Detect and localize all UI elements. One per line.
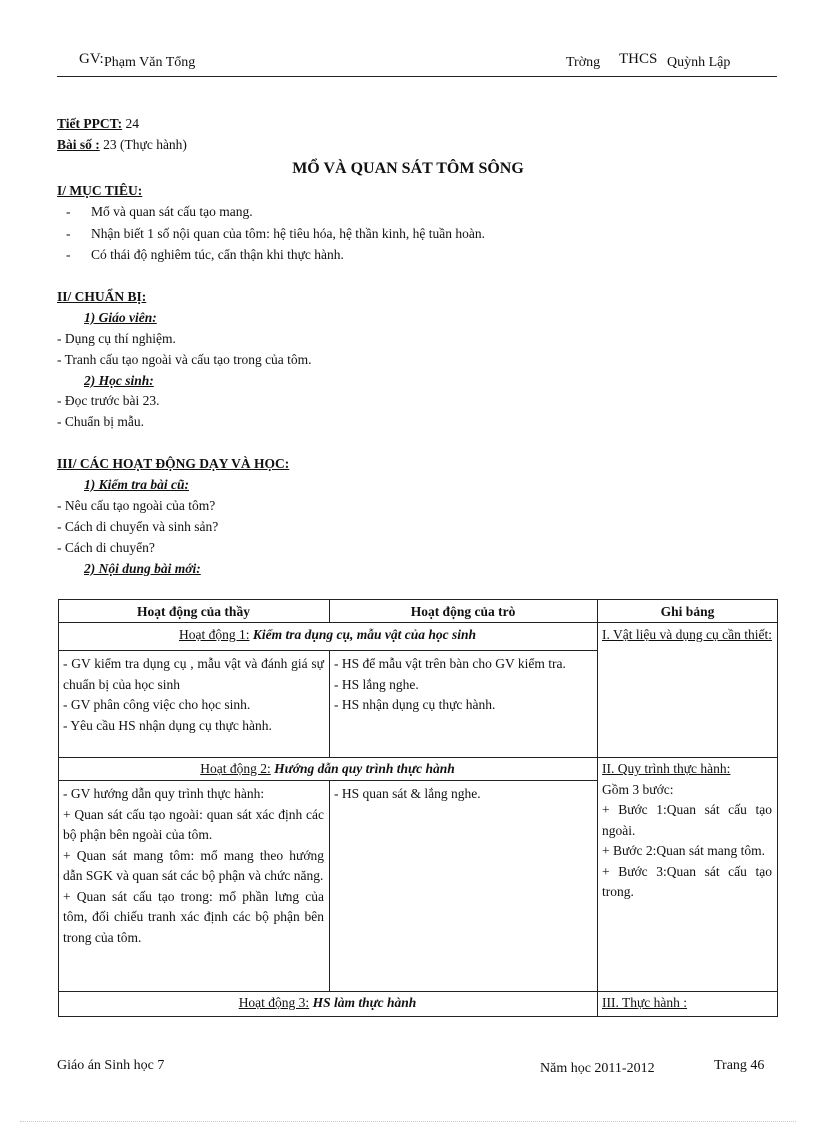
- period-label: Tiết PPCT:: [57, 116, 123, 131]
- student-prep-1: - Đọc trước bài 23.: [57, 393, 160, 408]
- activity2-teacher: [63, 784, 324, 948]
- period-value: 24: [125, 116, 139, 131]
- lesson-value: 23 (Thực hành): [103, 137, 187, 152]
- footer-middle: Năm học 2011-2012: [540, 1061, 655, 1076]
- school-name: Quỳnh Lập: [667, 55, 731, 70]
- objective-3: Có thái độ nghiêm túc, cẩn thận khi thực hành.: [91, 247, 344, 262]
- row-separator: [58, 650, 597, 651]
- lesson-line: [57, 137, 187, 153]
- activity1-student-line: - HS để mẫu vật trên bàn cho GV kiểm tra.: [334, 656, 566, 671]
- col-separator: [329, 650, 330, 757]
- new-lesson-heading-text: 2) Nội dung bài mới:: [84, 561, 201, 576]
- bullet-dash: -: [66, 204, 71, 219]
- activity3-header: [58, 993, 597, 1014]
- activity2-teacher-line: + Quan sát cấu tạo trong: mổ phần lưng của tôm, đối chiếu tranh xác định các bộ phận bên trong của tôm.: [63, 888, 324, 945]
- header-student: Hoạt động của trò: [410, 604, 516, 619]
- activity2-header: [58, 759, 597, 780]
- board-2-heading: II. Quy trình thực hành:: [602, 761, 731, 776]
- bullet-dash: -: [66, 247, 71, 262]
- activity1-student-line: - HS lắng nghe.: [334, 676, 419, 692]
- check-question-2: - Cách di chuyển và sinh sản?: [57, 519, 219, 534]
- activity2-teacher-line: + Quan sát mang tôm: mổ mang theo hướng dẫn SGK và quan sát các bộ phận và chức năng.: [63, 847, 324, 883]
- teacher-prep-2: - Tranh cấu tạo ngoài và cấu tạo trong của tôm.: [57, 352, 312, 367]
- teacher-prep-1: - Dụng cụ thí nghiệm.: [57, 331, 176, 346]
- activity1-student: [334, 654, 592, 716]
- lesson-label: Bài số :: [57, 137, 100, 152]
- activity2-student: - HS quan sát & lắng nghe.: [334, 786, 481, 801]
- page-title: MỔ VÀ QUAN SÁT TÔM SÔNG: [292, 160, 524, 177]
- board-2-line: + Bước 2:Quan sát mang tôm.: [602, 843, 766, 858]
- activity2-label: Hoạt động 2:: [200, 761, 271, 776]
- board-2-line: + Bước 3:Quan sát cấu tạo trong.: [602, 863, 772, 899]
- check-question-1: - Nêu cấu tạo ngoài của tôm?: [57, 498, 216, 513]
- footer-right: Trang 46: [714, 1058, 765, 1073]
- row-separator: [58, 757, 778, 758]
- board-2: [602, 759, 772, 903]
- row-separator: [58, 780, 597, 781]
- teacher-name: Phạm Văn Tổng: [104, 55, 196, 70]
- check-heading: [84, 477, 189, 493]
- section3-heading: III/ CÁC HOẠT ĐỘNG DẠY VÀ HỌC:: [57, 456, 290, 471]
- activity2-teacher-line: - GV hướng dẫn quy trình thực hành:: [63, 786, 265, 801]
- bullet-dash: -: [66, 226, 71, 241]
- activity3-label: Hoạt động 3:: [238, 995, 310, 1010]
- header-teacher: Hoạt động của thầy: [137, 604, 250, 619]
- objective-1: Mổ và quan sát cấu tạo mang.: [91, 204, 253, 219]
- period-line: [57, 116, 139, 132]
- row-separator: [58, 991, 778, 992]
- board-2-line: + Bước 1:Quan sát cấu tạo ngoài.: [602, 802, 772, 838]
- activity1-title: Kiểm tra dụng cụ, mẫu vật của học sinh: [252, 627, 477, 642]
- section2-heading: II/ CHUẨN BỊ:: [57, 289, 147, 304]
- activity1-teacher: [63, 654, 324, 736]
- objective-2: Nhận biết 1 số nội quan của tôm: hệ tiêu hóa, hệ thần kinh, hệ tuần hoàn.: [91, 226, 486, 241]
- activity2-title: Hướng dẫn quy trình thực hành: [274, 761, 455, 776]
- activity2-teacher-line: + Quan sát cấu tạo ngoài: quan sát xác định các bộ phận bên ngoài của tôm.: [63, 806, 324, 842]
- activity1-student-line: - HS nhận dụng cụ thực hành.: [334, 697, 496, 712]
- col-separator: [597, 599, 598, 1017]
- board-3: III. Thực hành :: [602, 995, 688, 1010]
- student-prep-2: - Chuẩn bị mẫu.: [57, 414, 144, 429]
- student-prep-heading: [84, 373, 154, 389]
- activity1-teacher-line: - GV phân công việc cho học sinh.: [63, 697, 251, 712]
- activity1-teacher-line: - Yêu cầu HS nhận dụng cụ thực hành.: [63, 717, 272, 733]
- board-1: I. Vật liệu và dụng cụ cần thiết:: [602, 627, 772, 642]
- activity1-teacher-line: - GV kiểm tra dụng cụ , mẫu vật và đánh giá sự chuẩn bị của học sinh: [63, 656, 324, 692]
- header-board: Ghi bảng: [660, 604, 715, 619]
- board-2-line: Gồm 3 bước:: [602, 781, 674, 797]
- new-lesson-heading: [84, 561, 201, 577]
- activity1-header: [58, 625, 597, 646]
- activity3-title: HS làm thực hành: [312, 995, 417, 1010]
- school-prefix: Trờng: [566, 55, 601, 70]
- gv-prefix: GV:: [79, 51, 104, 67]
- footer-left: Giáo án Sinh học 7: [57, 1058, 165, 1073]
- page-bottom-edge: [20, 1121, 796, 1122]
- check-question-3: - Cách di chuyển?: [57, 540, 155, 555]
- col-separator: [329, 780, 330, 992]
- section1-heading: I/ MỤC TIÊU:: [57, 183, 143, 198]
- teacher-prep-heading: [84, 310, 157, 326]
- check-heading-text: 1) Kiểm tra bài cũ:: [84, 477, 189, 492]
- school-type: THCS: [619, 51, 658, 67]
- activity1-label: Hoạt động 1:: [178, 627, 250, 642]
- header-rule: [57, 76, 777, 77]
- teacher-prep-heading-text: 1) Giáo viên:: [84, 310, 157, 325]
- student-prep-heading-text: 2) Học sinh:: [84, 373, 154, 388]
